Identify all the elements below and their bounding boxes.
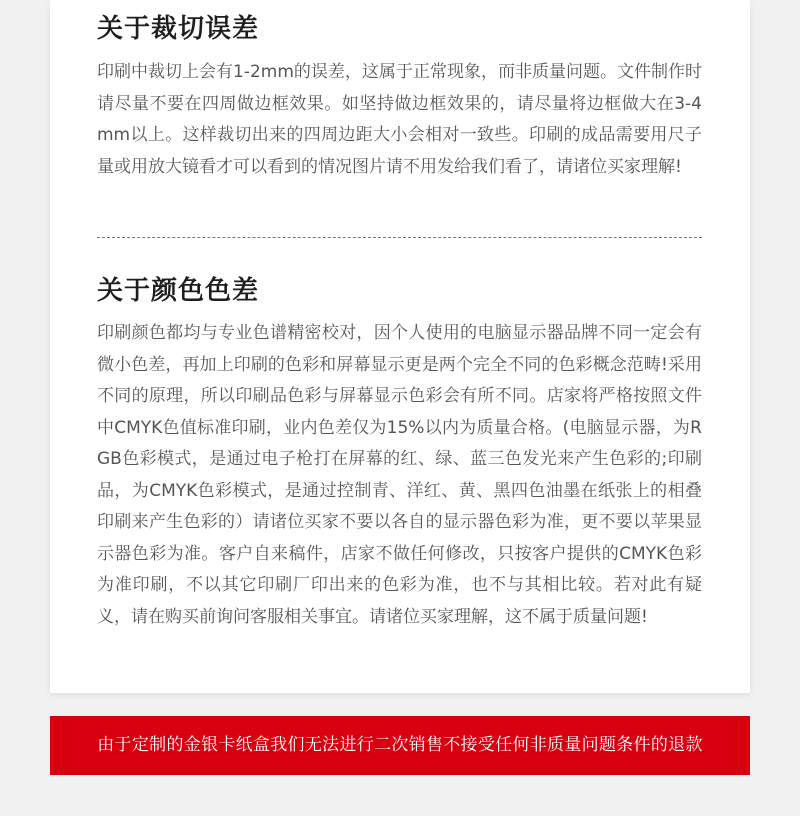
section-body-cutting-error: 印刷中裁切上会有1-2mm的误差，这属于正常现象，而非质量问题。文件制作时请尽量不要在四周做边框效果。如坚持做边框效果的，请尽量将边框做大在3-4mm以上。这样裁切出来的四周边距大小会相对一致些。印刷的成品需要用尺子量或用放大镜看才可以看到的情况图片请不用发给我们看了，请诸位买家理解!: [97, 62, 702, 177]
section-body-color-difference: 印刷颜色都均与专业色谱精密校对，因个人使用的电脑显示器品牌不同一定会有微小色差，再加上印刷的色彩和屏幕显示更是两个完全不同的色彩概念范畴!采用不同的原理，所以印刷品色彩与屏幕显示色彩会有所不同。店家将严格按照文件中CMYK色值标准印刷，业内色差仅为15%以内为质量合格。(电脑显示器，为RGB色彩模式，是通过电子枪打在屏幕的红、绿、蓝三色发光来产生色彩的;印刷品，为CMYK色彩模式，是通过控制青、洋红、黄、黑四色油墨在纸张上的相叠印刷来产生色彩的）请诸位买家不要以各自的显示器色彩为准，更不要以苹果显示器色彩为准。客户自来稿件，店家不做任何修改，只按客户提供的CMYK色彩为准印刷，不以其它印刷厂印出来的色彩为准，也不与其相比较。若对此有疑义，请在购买前询问客服相关事宜。请诸位买家理解，这不属于质量问题!: [97, 323, 702, 627]
content-card: [50, 0, 750, 693]
section-title-color-difference: 关于颜色色差: [97, 276, 260, 306]
dashed-divider: [97, 237, 702, 238]
section-title-cutting-error: 关于裁切误差: [97, 14, 260, 44]
refund-notice-banner: 由于定制的金银卡纸盒我们无法进行二次销售不接受任何非质量问题条件的退款: [50, 716, 750, 775]
